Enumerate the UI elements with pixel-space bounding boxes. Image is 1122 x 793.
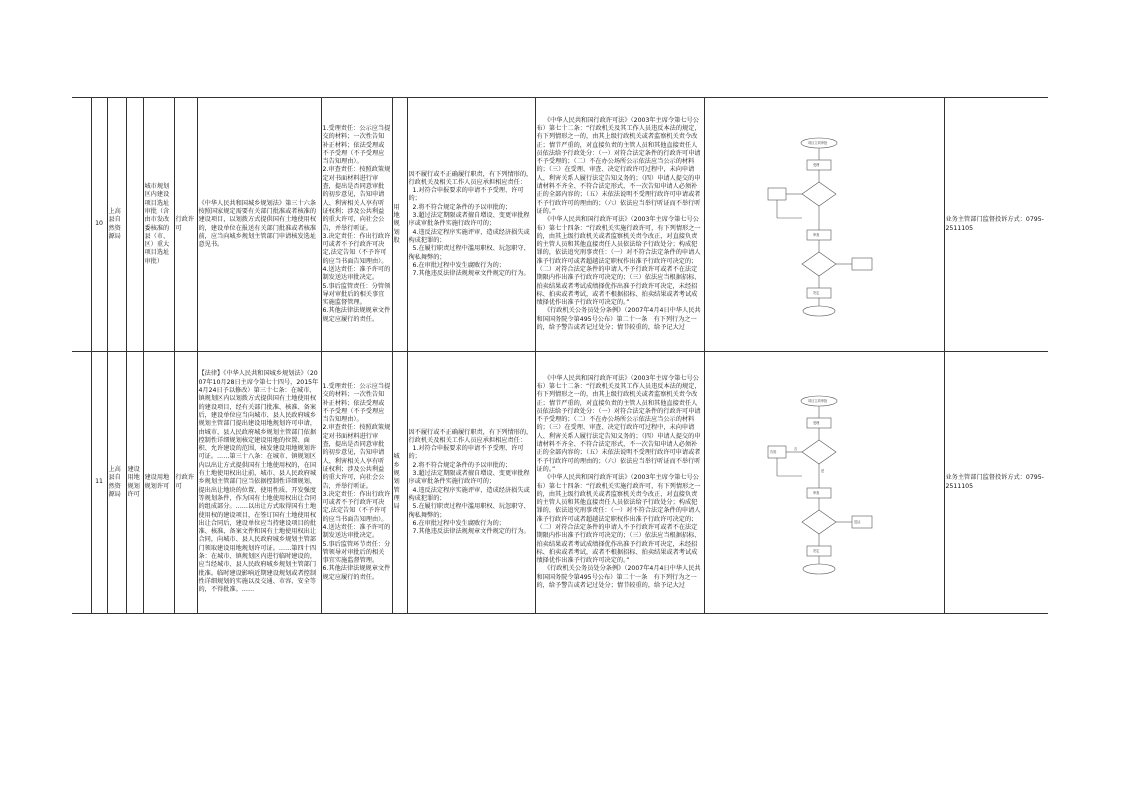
- flow-step-label: 审查: [813, 490, 820, 495]
- legal-basis-cell: 【法律】《中华人民共和国城乡规划法》（2007年10月28日主席令第七十四号，2015年4月24日予以修改）第三十七条：在城市、镇规划区内以划拨方式提供国有土地使用权的建设项目，经有关部门批准、核准、备案后，建设单位应当向城市、县人民政府城乡规划主管部门提出建设用地规划许可申请，由城市、县人民政府城乡规划主管部门依据控制性详细规划核定建设用地的位置、面积、允许建设的范围，核发建设用地规划许可证。……第三十八条：在城市、镇规划区内以出让方式提供国有土地使用权的，在国有土地使用权出让前，城市、县人民政府城乡规划主管部门应当依据控制性详细规划，提出出让地块的位置、使用性质、开发强度等规划条件，作为国有土地使用权出让合同的组成部分。……以出让方式取得国有土地使用权的建设项目，在签订国有土地使用权出让合同后，建设单位应当持建设项目的批准、核准、备案文件和国有土地使用权出让合同，向城市、县人民政府城乡规划主管部门领取建设用地规划许可证。……第四十四条：在城市、镇规划区内进行临时建设的，应当经城市、县人民政府城乡规划主管部门批准。临时建设影响近期建设规划或者控制性详细规划的实施以及交通、市容、安全等的，不得批准。……: [197, 352, 321, 614]
- row-index: 11: [91, 352, 107, 614]
- flow-step-label: 决定: [813, 290, 820, 295]
- law-provision: 《中华人民共和国行政许可法》（2003年主席令第七号公布）第七十四条：“行政机关实施行政许可，有下列情形之一的，由其上级行政机关或者监察机关责令改正，对直接负责的主管人员和其他直接责任人员依法给予行政处分；构成犯罪的，依法追究刑事责任：（一）对不符合法定条件的申请人准予行政许可或者超越法定职权作出准予行政许可决定的；（二）对符合法定条件的申请人不予行政许可或者不在法定期限内作出准予行政许可决定的；（三）依法应当根据招标、拍卖结果或者考试成绩择优作出准予行政许可决定，未经招标、拍卖或者考试，或者不根据招标、拍卖结果或者考试成绩择优作出准予行政许可决定的。”: [536, 474, 701, 565]
- item-type-cell: 行政许可: [174, 98, 197, 352]
- law-provision: 《行政机关公务员处分条例》（2007年4月4日中华人民共和国国务院令第495号公布）第二十一条 有下列行为之一的，给予警告或者记过处分；情节较重的，给予记大过: [536, 307, 701, 332]
- responsible-unit-cell: 用地规划股: [392, 98, 407, 352]
- responsibility-cell: 1.受理责任：公示应当提交的材料；一次性告知补正材料；依法受理或不予受理（不予受理应当告知理由）。 2.审查责任：按照政策规定对书面材料进行审查，提出是否同意审批的初步意见，告知申请人、利害相关人享有听证权利；涉及公共利益的重大许可，向社会公告，并举行听证。 3.决定责任：作出行政许可或者不予行政许可决定,法定告知（不予许可的应当书面告知理由）。 4.送达责任：准予许可的制发送达审批决定。 5.事后监管责任：分管领导对审批后的相关事宜实施监督管理。 6.其他法律法规规章文件规定应履行的责任。: [321, 98, 392, 352]
- flowchart-cell: [704, 98, 944, 352]
- supervision-cell: 业务主管部门监督投诉方式：0795-2511105: [944, 352, 1048, 614]
- law-provision: 《中华人民共和国行政许可法》（2003年主席令第七号公布）第七十二条：“行政机关及其工作人员违反本法的规定，有下列情形之一的，由其上级行政机关或者监察机关责令改正；情节严重的，对直接负责的主管人员和其他直接责任人员依法给予行政处分：（一）对符合法定条件的行政许可申请不予受理的；（二）不在办公场所公示依法应当公示的材料的；（三）在受理、审查、决定行政许可过程中，未向申请人、利害关系人履行法定告知义务的；（四）申请人提交的申请材料不齐全、不符合法定形式，不一次告知申请人必须补正的全部内容的；（五）未依法说明不受理行政许可申请或者不予行政许可的理由的；（六）依法应当举行听证而不举行听证的。”: [536, 374, 701, 473]
- process-flowchart: [764, 388, 884, 578]
- flow-step-label: 受理: [813, 162, 820, 167]
- law-provision: 《行政机关公务员处分条例》（2007年4月4日中华人民共和国国务院令第495号公布）第二十一条 有下列行为之一的，给予警告或者记过处分；情节较重的，给予记大过: [536, 565, 701, 590]
- flow-start-label: 项目立项审批: [808, 398, 828, 403]
- flow-branch-label: 送达: [854, 519, 861, 524]
- legal-basis-cell: 《中华人民共和国城乡规划法》第三十六条 按照国家规定需要有关部门批准或者核准的建设项目，以划拨方式提供国有土地使用权的，建设单位在报送有关部门批准或者核准前，应当向城乡规划主管部门申请核发选址意见书。: [197, 98, 321, 352]
- flow-branch-no: 否: [794, 446, 798, 451]
- flow-step-label: 决定: [813, 548, 820, 553]
- item-name-cell: 城市规划区内建设项目选址审批（含由市发改委核准的县（市、区）重大项目选址审批）: [143, 98, 174, 352]
- process-flowchart: [764, 130, 884, 320]
- row-number: [72, 98, 91, 352]
- legal-provisions-cell: [535, 352, 704, 614]
- item-name-cell: 建设用地规划许可: [143, 352, 174, 614]
- row-number: [72, 352, 91, 614]
- responsible-unit-cell: 城乡规划管理局: [392, 352, 407, 614]
- flowchart-cell: [704, 352, 944, 614]
- flow-step-label: 审查: [813, 232, 820, 237]
- flow-branch-label: 告知: [770, 449, 777, 454]
- category-cell: [126, 98, 143, 352]
- item-type-cell: 行政许可: [174, 352, 197, 614]
- row-index: 10: [91, 98, 107, 352]
- law-provision: 《中华人民共和国行政许可法》（2003年主席令第七号公布）第七十二条：“行政机关及其工作人员违反本法的规定，有下列情形之一的，由其上级行政机关或者监察机关责令改正；情节严重的，对直接负责的主管人员和其他直接责任人员依法给予行政处分：（一）对符合法定条件的行政许可申请不予受理的；（二）不在办公场所公示依法应当公示的材料的；（三）在受理、审查、决定行政许可过程中，未向申请人、利害关系人履行法定告知义务的；（四）申请人提交的申请材料不齐全、不符合法定形式，不一次告知申请人必须补正的全部内容的；（五）未依法说明不受理行政许可申请或者不予行政许可的理由的；（六）依法应当举行听证而不举行听证的。”: [536, 116, 701, 215]
- accountability-cell: 因不履行或不正确履行职责，有下列情形的，行政机关及相关工作人员应承担相应责任： 1.对符合申报要求的申请不予受理、许可的； 2.将不符合规定条件的予以审批的； 3.超过法定期限或者擅自增设、变更审批程序或审批条件实施行政许可的； 4.违反法定程序实施评审，造成经济损失或构成犯罪的； 5.在履行职责过程中滥用职权、玩忽职守、徇私舞弊的； 6.在审批过程中发生腐败行为的； 7.其他违反法律法规规章文件规定的行为。: [407, 352, 535, 614]
- legal-provisions-cell: [535, 98, 704, 352]
- supervision-cell: 业务主管部门监督投诉方式：0795-2511105: [944, 98, 1048, 352]
- flow-branch-yes: 是: [821, 468, 825, 473]
- department-cell: 上高县自然资源局: [107, 352, 126, 614]
- accountability-cell: 因不履行或不正确履行职责，有下列情形的，行政机关及相关工作人员应承担相应责任： 1.对符合申报要求的申请不予受理、许可的； 2.将不符合规定条件的予以审批的； 3.超过法定期限或者擅自增设、变更审批程序或审批条件实施行政许可的； 4.违反法定程序实施评审，造成经济损失或构成犯罪的； 5.在履行职责过程中滥用职权、玩忽职守、徇私舞弊的； 6.在审批过程中发生腐败行为的； 7.其他违反法律法规规章文件规定的行为。: [407, 98, 535, 352]
- category-cell: 建设用地规划许可: [126, 352, 143, 614]
- responsibility-table: [72, 97, 1048, 614]
- flow-step-label: 受理: [813, 420, 820, 425]
- table-row: [72, 352, 1048, 614]
- law-provision: 《中华人民共和国行政许可法》（2003年主席令第七号公布）第七十四条：“行政机关实施行政许可，有下列情形之一的，由其上级行政机关或者监察机关责令改正，对直接负责的主管人员和其他直接责任人员依法给予行政处分；构成犯罪的，依法追究刑事责任：（一）对不符合法定条件的申请人准予行政许可或者超越法定职权作出准予行政许可决定的；（二）对符合法定条件的申请人不予行政许可或者不在法定期限内作出准予行政许可决定的；（三）依法应当根据招标、拍卖结果或者考试成绩择优作出准予行政许可决定，未经招标、拍卖或者考试，或者不根据招标、拍卖结果或者考试成绩择优作出准予行政许可决定的。”: [536, 216, 701, 307]
- department-cell: 上高县自然资源局: [107, 98, 126, 352]
- flow-start-label: 项目立项审批: [808, 140, 828, 145]
- table-row: [72, 98, 1048, 352]
- responsibility-cell: 1.受理责任：公示应当提交的材料；一次性告知补正材料；依法受理或不予受理（不予受理应当告知理由）。 2.审查责任：按照政策规定对书面材料进行审查，提出是否同意审批的初步意见，告知申请人、利害相关人享有听证权利；涉及公共利益的重大许可，向社会公告，并举行听证。 3.决定责任：作出行政许可或者不予行政许可决定,法定告知（不予许可的应当书面告知理由）。 4.送达责任：准予许可的制发送达审批决定。 5.事后监管环节责任：分管领导对审批后的相关事宜实施监督管理。 6.其他法律法规规章文件规定应履行的责任。: [321, 352, 392, 614]
